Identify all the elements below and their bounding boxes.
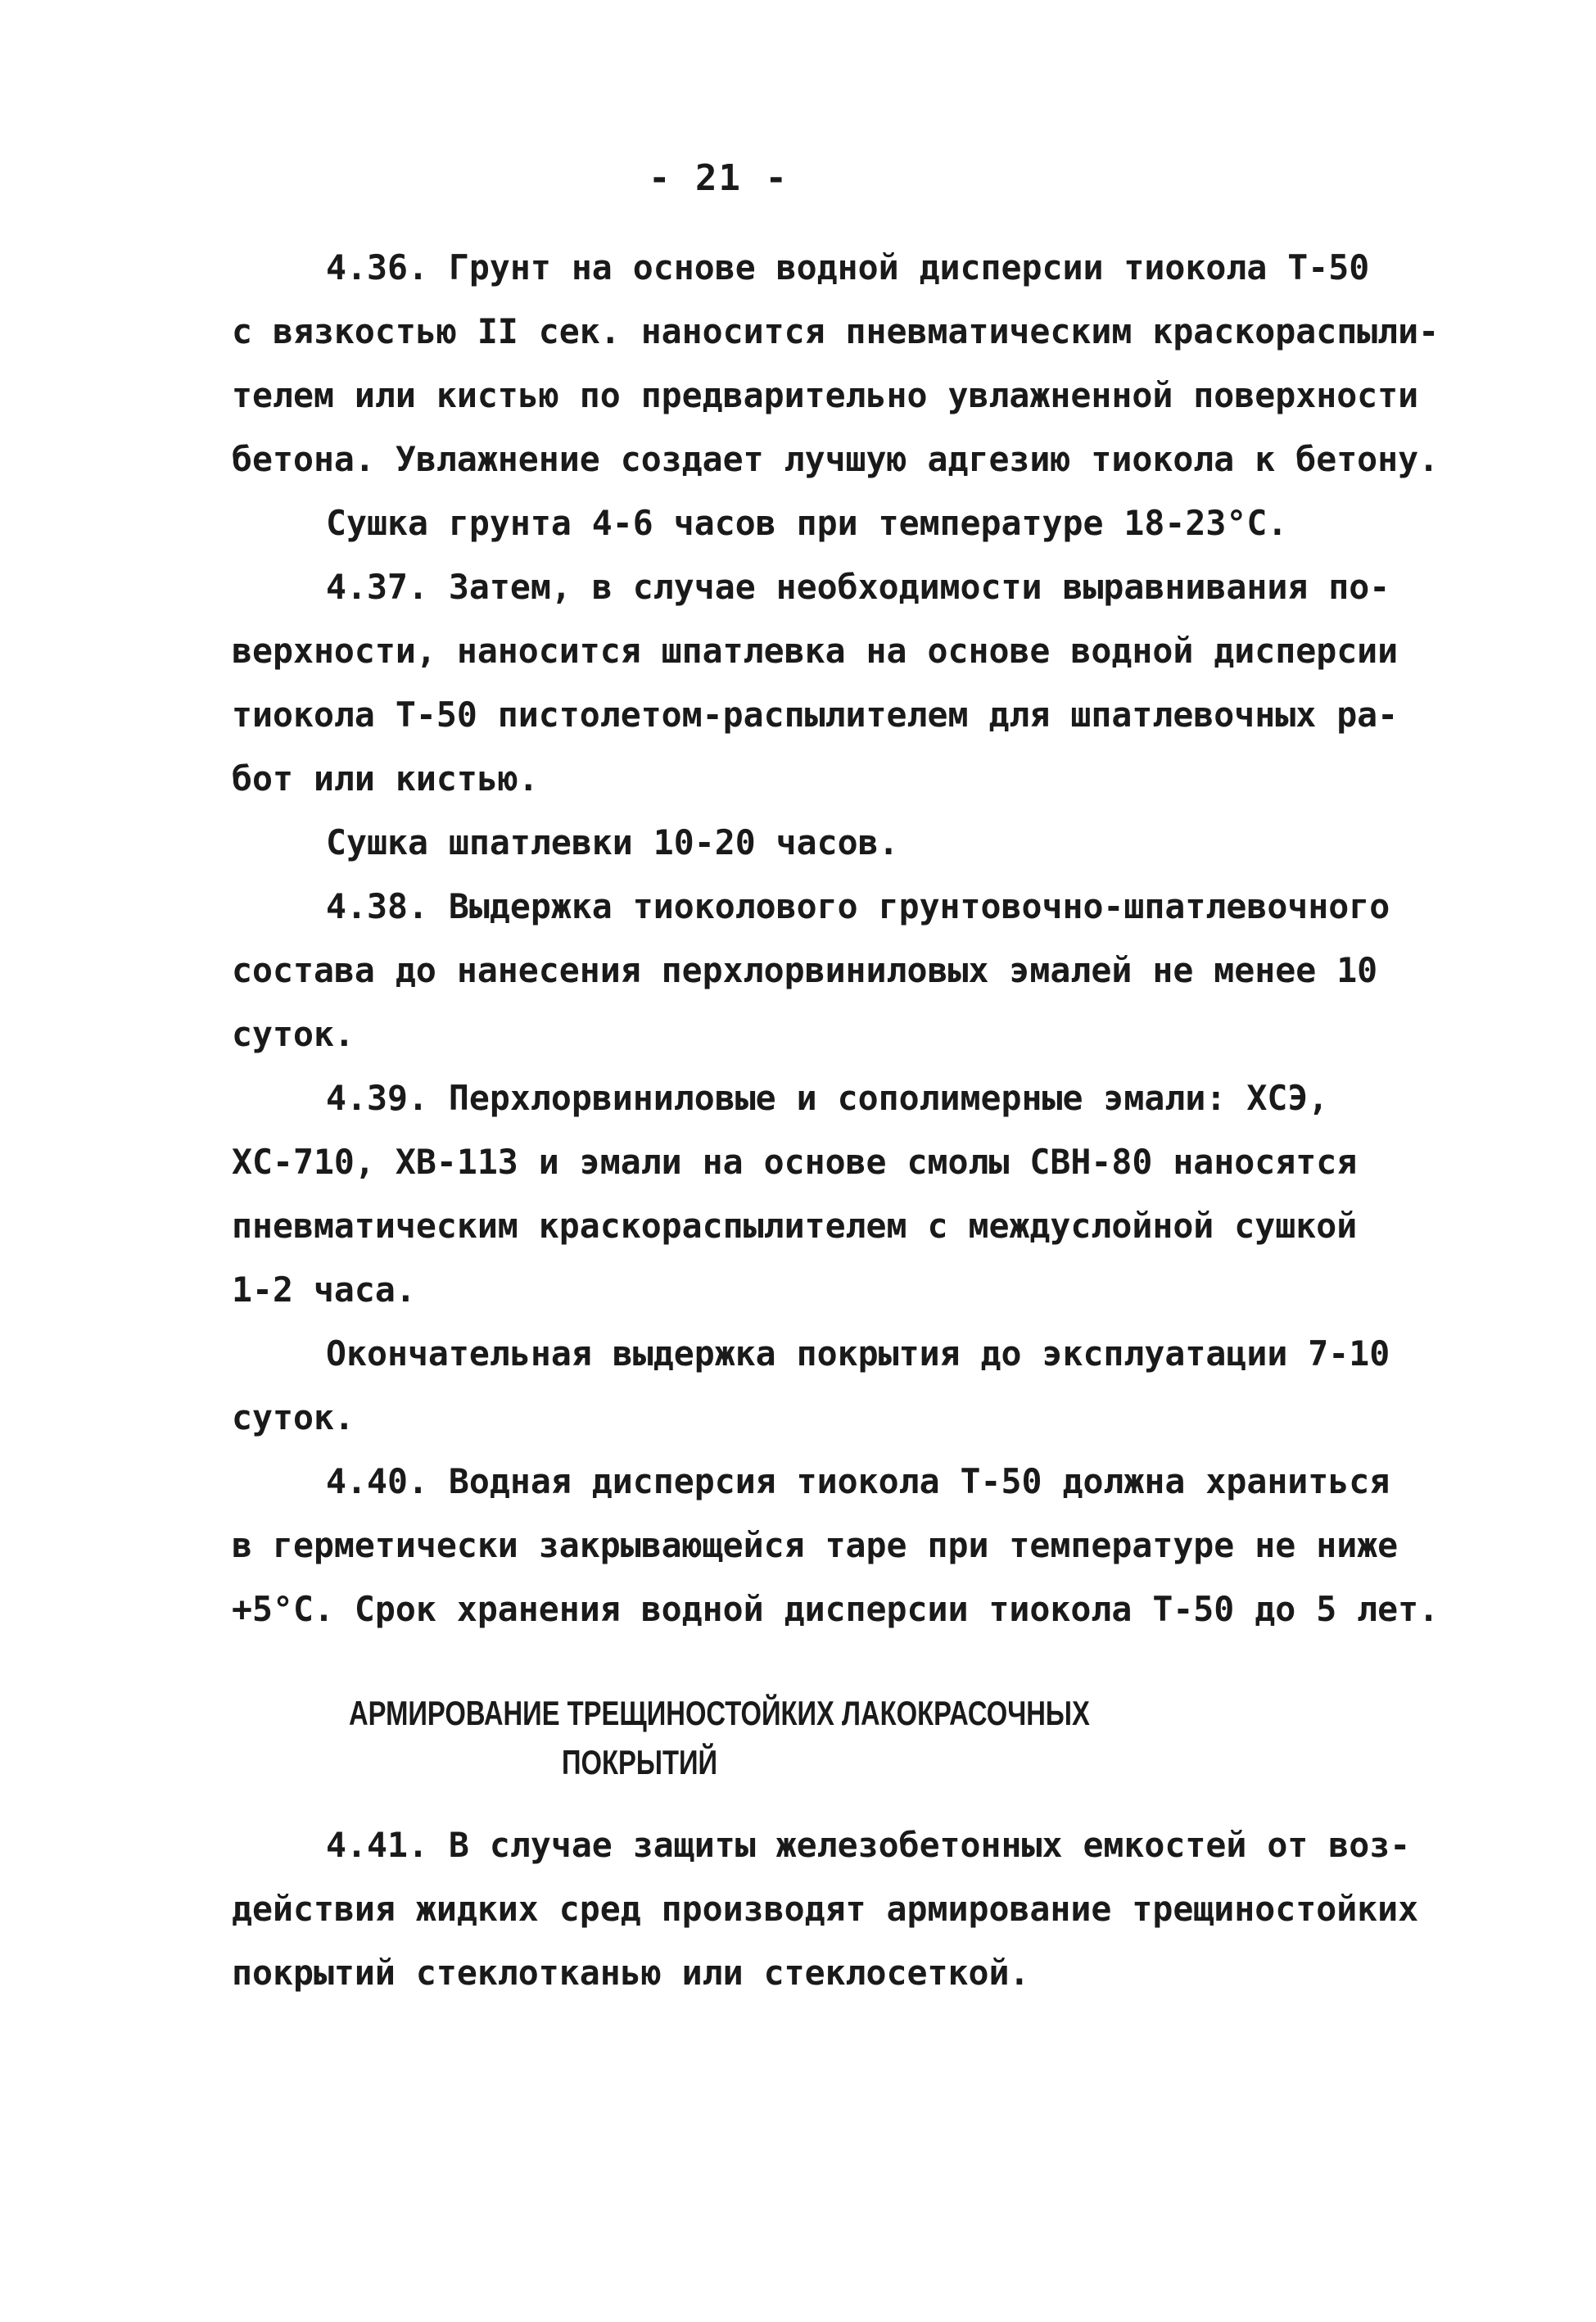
paragraph-primer-drying: Сушка грунта 4-6 часов при температуре 18-23°С. [326,503,1288,543]
text-line: 1-2 часа. [232,1270,416,1310]
text-line: ХС-710, ХВ-113 и эмали на основе смолы СВН-80 наносятся [232,1142,1358,1182]
text-line: верхности, наносится шпатлевка на основе водной дисперсии [232,631,1399,671]
text-line: тиокола Т-50 пистолетом-распылителем для шпатлевочных ра- [232,695,1399,735]
text-line: действия жидких сред производят армирование трещиностойких [232,1889,1419,1929]
text-line: Окончательная выдержка покрытия до эксплуатации 7-10 [326,1333,1390,1374]
text-line: суток. [232,1014,355,1054]
section-heading-line: ПОКРЫТИЙ [562,1743,718,1781]
paragraph-putty-drying: Сушка шпатлевки 10-20 часов. [326,822,899,862]
text-line: пневматическим краскораспылителем с междуслойной сушкой [232,1206,1358,1246]
text-line: 4.39. Перхлорвиниловые и сополимерные эмали: ХСЭ, [326,1078,1329,1118]
text-line: +5°С. Срок хранения водной дисперсии тиокола Т-50 до 5 лет. [232,1589,1440,1629]
text-line: покрытий стеклотканью или стеклосеткой. [232,1953,1030,1993]
text-line: телем или кистью по предварительно увлажненной поверхности [232,375,1419,415]
text-line: 4.40. Водная дисперсия тиокола Т-50 должна храниться [326,1461,1390,1501]
page-number: - 21 - [649,157,789,199]
text-line: состава до нанесения перхлорвиниловых эмалей не менее 10 [232,950,1378,990]
text-line: бот или кистью. [232,758,539,799]
text-line: 4.38. Выдержка тиоколового грунтовочно-шпатлевочного [326,886,1390,926]
text-line: с вязкостью II сек. наносится пневматическим краскораспыли- [232,311,1440,351]
section-heading-line: АРМИРОВАНИЕ ТРЕЩИНОСТОЙКИХ ЛАКОКРАСОЧНЫХ [349,1694,1090,1732]
text-line: суток. [232,1397,355,1437]
text-line: бетона. Увлажнение создает лучшую адгезию тиокола к бетону. [232,439,1440,479]
text-line: 4.36. Грунт на основе водной дисперсии тиокола Т-50 [326,247,1370,287]
text-line: 4.41. В случае защиты железобетонных емкостей от воз- [326,1825,1411,1865]
text-line: 4.37. Затем, в случае необходимости выравнивания по- [326,567,1390,607]
text-line: в герметически закрывающейся таре при температуре не ниже [232,1525,1399,1565]
